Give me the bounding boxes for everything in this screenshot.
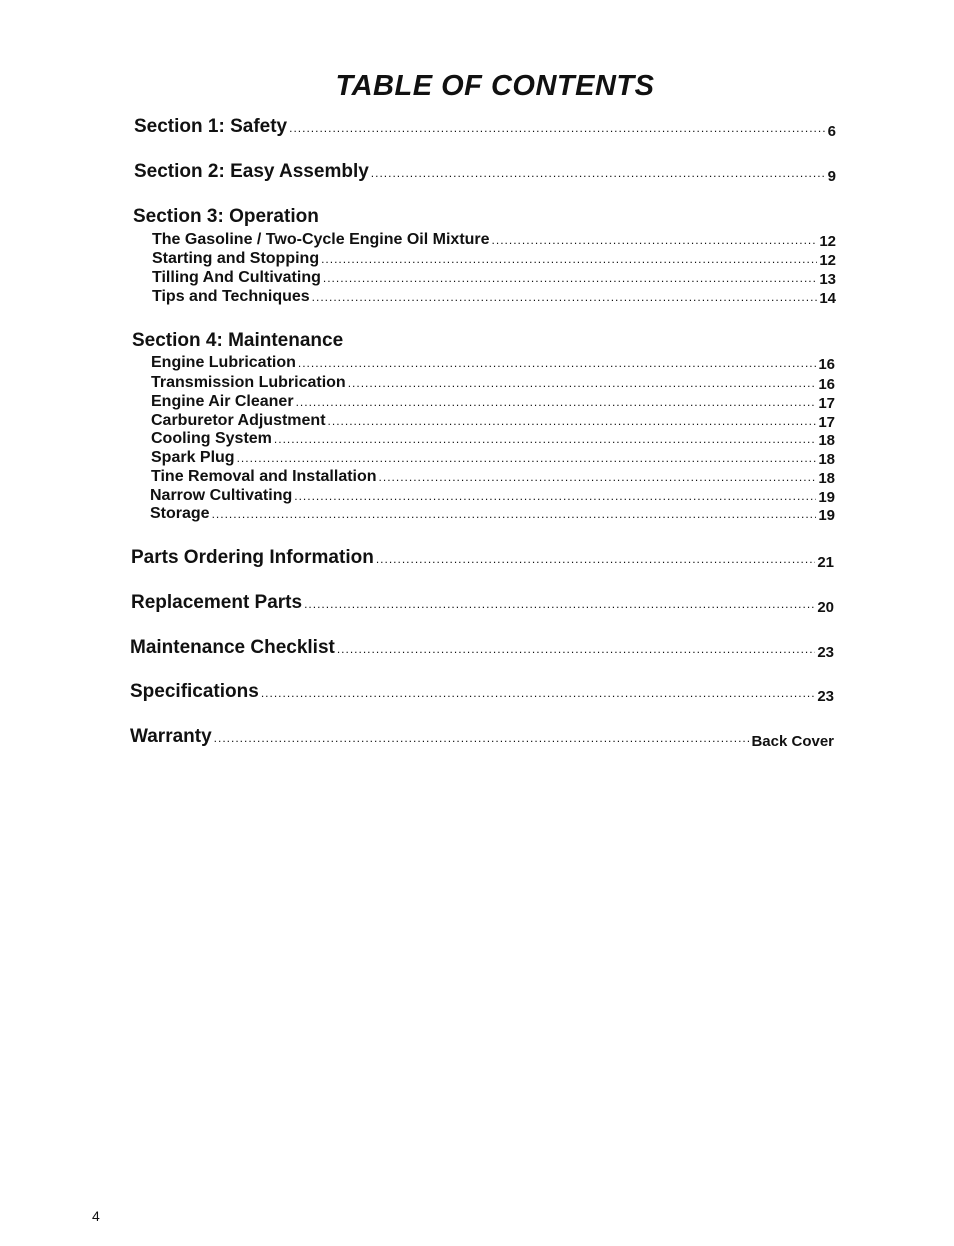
toc-entry-label: Section 2: Easy Assembly	[134, 161, 369, 182]
toc-subentry-tine-removal[interactable]	[151, 468, 835, 486]
toc-entry-page: 19	[818, 489, 835, 505]
dot-leader	[348, 376, 817, 390]
toc-entry-safety[interactable]	[134, 116, 836, 138]
toc-entry-page: 12	[819, 233, 836, 249]
toc-entry-label: Cooling System	[151, 430, 272, 447]
toc-subentry-starting-stopping[interactable]	[152, 250, 836, 268]
toc-entry-label: Specifications	[130, 681, 259, 702]
toc-entry-label: Engine Air Cleaner	[151, 393, 294, 410]
toc-entry-label: Engine Lubrication	[151, 354, 296, 371]
toc-entry-page: 12	[819, 252, 836, 268]
toc-subentry-transmission-lubrication[interactable]	[151, 374, 835, 392]
toc-entry-label: Starting and Stopping	[152, 250, 320, 267]
dot-leader	[298, 356, 816, 370]
dot-leader	[337, 642, 815, 656]
dot-leader	[294, 489, 816, 503]
toc-subentry-cooling-system[interactable]	[151, 430, 835, 448]
dot-leader	[304, 597, 815, 611]
toc-subentry-spark-plug[interactable]	[151, 449, 835, 467]
toc-entry-page: 18	[818, 470, 835, 486]
toc-entry-page: 23	[817, 644, 834, 659]
toc-entry-page: 16	[818, 376, 835, 392]
toc-entry-label: Transmission Lubrication	[151, 374, 346, 391]
toc-subentry-carburetor-adjustment[interactable]	[151, 412, 835, 430]
toc-entry-page: 6	[827, 123, 836, 138]
toc-entry-label: Narrow Cultivating	[150, 487, 293, 504]
toc-entry-page: 13	[819, 271, 836, 287]
dot-leader	[371, 166, 826, 180]
toc-entry-parts-ordering[interactable]	[131, 547, 834, 569]
dot-leader	[328, 414, 817, 428]
dot-leader	[237, 451, 817, 465]
dot-leader	[214, 731, 750, 745]
dot-leader	[323, 271, 817, 285]
dot-leader	[376, 552, 816, 566]
toc-entry-page: 19	[818, 507, 835, 523]
toc-subentry-tilling-cultivating[interactable]	[152, 269, 836, 287]
dot-leader	[296, 395, 817, 409]
section-heading-maintenance: Section 4: Maintenance	[132, 330, 344, 351]
toc-subentry-engine-lubrication[interactable]	[151, 354, 835, 372]
toc-entry-page: 14	[819, 290, 836, 306]
dot-leader	[289, 121, 826, 135]
section-heading-operation: Section 3: Operation	[133, 206, 319, 227]
dot-leader	[274, 432, 816, 446]
toc-entry-page: 18	[818, 432, 835, 448]
toc-entry-replacement-parts[interactable]	[131, 592, 834, 614]
toc-entry-label: Tilling And Cultivating	[152, 269, 321, 286]
toc-entry-label: The Gasoline / Two-Cycle Engine Oil Mixture	[152, 231, 490, 248]
toc-entry-page: Back Cover	[751, 733, 834, 748]
toc-entry-page: 18	[818, 451, 835, 467]
toc-entry-page: 23	[817, 688, 834, 703]
dot-leader	[261, 686, 815, 700]
toc-entry-label: Spark Plug	[151, 449, 235, 466]
toc-entry-label: Carburetor Adjustment	[151, 412, 326, 429]
dot-leader	[212, 507, 817, 521]
toc-entry-easy-assembly[interactable]	[134, 161, 836, 183]
toc-entry-label: Maintenance Checklist	[130, 637, 335, 658]
toc-subentry-engine-air-cleaner[interactable]	[151, 393, 835, 411]
toc-subentry-storage[interactable]	[150, 505, 835, 523]
toc-entry-label: Tine Removal and Installation	[151, 468, 377, 485]
toc-entry-label: Storage	[150, 505, 210, 522]
toc-entry-page: 17	[818, 395, 835, 411]
page-title: TABLE OF CONTENTS	[335, 70, 655, 102]
toc-entry-page: 21	[817, 554, 834, 569]
toc-entry-page: 17	[818, 414, 835, 430]
dot-leader	[312, 290, 818, 304]
toc-entry-page: 16	[818, 356, 835, 372]
toc-entry-label: Warranty	[130, 726, 212, 747]
toc-entry-page: 20	[817, 599, 834, 614]
toc-subentry-narrow-cultivating[interactable]	[150, 487, 835, 505]
dot-leader	[379, 470, 817, 484]
dot-leader	[321, 252, 817, 266]
toc-entry-page: 9	[827, 168, 836, 183]
toc-subentry-tips-techniques[interactable]	[152, 288, 836, 306]
dot-leader	[492, 233, 818, 247]
toc-subentry-gasoline-mixture[interactable]	[152, 231, 836, 249]
toc-entry-warranty[interactable]	[130, 726, 834, 748]
toc-entry-maintenance-checklist[interactable]	[130, 637, 834, 659]
toc-entry-label: Section 1: Safety	[134, 116, 288, 137]
toc-entry-label: Parts Ordering Information	[131, 547, 374, 568]
page-number: 4	[92, 1208, 100, 1224]
toc-entry-label: Replacement Parts	[131, 592, 303, 613]
toc-entry-specifications[interactable]	[130, 681, 834, 703]
toc-entry-label: Tips and Techniques	[152, 288, 310, 305]
